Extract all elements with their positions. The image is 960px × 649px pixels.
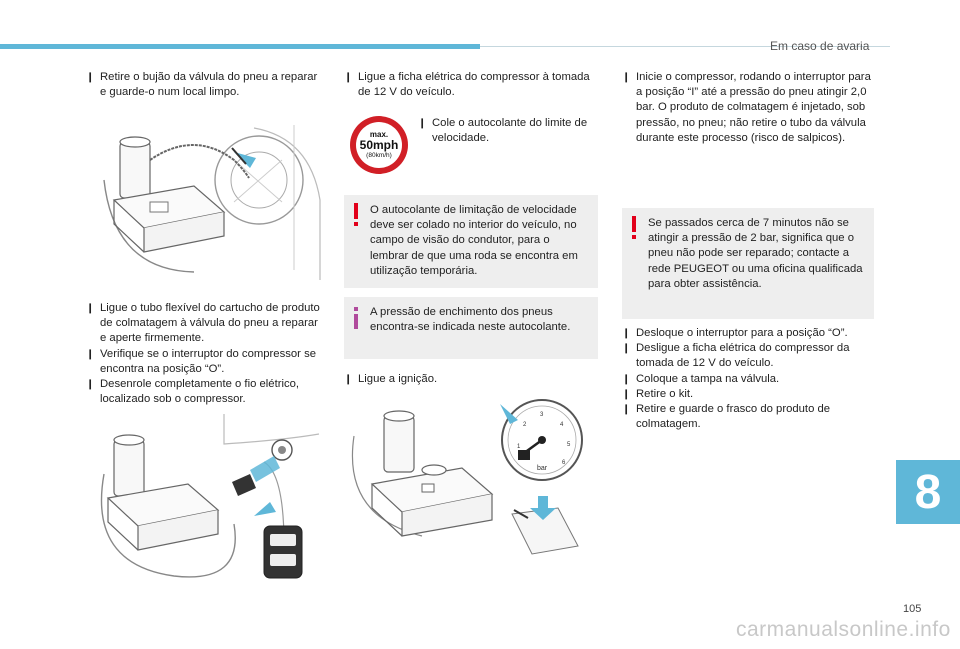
bullet-icon: ❙ bbox=[86, 303, 95, 314]
gauge-unit-label: bar bbox=[536, 465, 548, 472]
list-item: ❙ Desenrole completamente o fio elétrico, localizado sob o compressor. bbox=[86, 378, 300, 406]
gauge-tick-label: 2 bbox=[523, 422, 527, 428]
warning-box: Se passados cerca de 7 minutos não se atingir a pressão de 2 bar, significa que o pneu não pode ser reparado; contacte a rede PEUGEOT ou uma oficina qualificada para obter assistência. bbox=[622, 208, 874, 319]
gauge-tick-label: 5 bbox=[567, 442, 571, 448]
illustration-compressor-gauge bbox=[342, 396, 592, 562]
speed-limit-sticker bbox=[350, 116, 408, 174]
chapter-tab: 8 bbox=[896, 460, 960, 524]
info-box: A pressão de enchimento dos pneus encontra-se indicada neste autocolante. bbox=[344, 297, 598, 359]
bullet-icon: ❙ bbox=[344, 374, 353, 385]
col2-step2: ❙ Cole o autocolante do limite de velocidade. bbox=[418, 117, 588, 145]
col1-step1: ❙ Retire o bujão da válvula do pneu a reparar e guarde-o num local limpo. bbox=[86, 71, 318, 99]
info-icon bbox=[352, 307, 360, 329]
watermark: carmanualsonline.info bbox=[736, 618, 951, 641]
speed-limit-sticker-face: max. 50mph (80km/h) bbox=[356, 122, 402, 168]
bullet-icon: ❙ bbox=[622, 388, 631, 400]
page-number: 105 bbox=[903, 603, 922, 615]
col3-step1: ❙ Inicie o compressor, rodando o interruptor para a posição “I” até a pressão do pneu atingir 2,0 bar. O produto de colmatagem é injetado, sob pressão, no pneu; não retire o tubo da válvula durante este processo (risco de salpicos). bbox=[622, 71, 871, 144]
bullet-icon: ❙ bbox=[86, 379, 95, 391]
list-item: ❙ Desloque o interruptor para a posição “O”. bbox=[622, 326, 874, 341]
list-item: ❙ Verifique se o interruptor do compressor se encontra na posição “O”. bbox=[86, 347, 317, 375]
bullet-icon: ❙ bbox=[622, 373, 631, 385]
warning-icon bbox=[352, 203, 360, 227]
list-item: ❙ Retire e guarde o frasco do produto de colmatagem. bbox=[622, 403, 831, 431]
bullet-icon: ❙ bbox=[622, 328, 631, 339]
gauge-tick-label: 3 bbox=[540, 412, 544, 418]
list-item: ❙ Desligue a ficha elétrica do compressor da tomada de 12 V do veículo. bbox=[622, 342, 850, 370]
col2-step3: ❙ Ligue a ignição. bbox=[344, 372, 594, 387]
section-title: Em caso de avaria bbox=[770, 39, 870, 53]
warning-icon bbox=[630, 216, 638, 240]
col3-steps bbox=[622, 326, 874, 432]
gauge-tick-label: 4 bbox=[560, 422, 564, 428]
bullet-icon: ❙ bbox=[622, 72, 631, 83]
gauge-tick-label: 6 bbox=[562, 460, 566, 466]
col2-step1: ❙ Ligue a ficha elétrica do compressor à tomada de 12 V do veículo. bbox=[344, 71, 590, 99]
warning-box: O autocolante de limitação de velocidade deve ser colado no interior do veículo, no campo de visão do condutor, para o lembrar de que uma roda se encontra em utilização temporária. bbox=[344, 195, 598, 288]
list-item: ❙ Retire o kit. bbox=[622, 387, 874, 402]
bullet-icon: ❙ bbox=[86, 348, 95, 360]
list-item: ❙ Ligue o tubo flexível do cartucho de produto de colmatagem à válvula do pneu a reparar e aperte firmemente. bbox=[86, 302, 320, 345]
bullet-icon: ❙ bbox=[86, 72, 95, 83]
gauge-tick-label: 1 bbox=[517, 444, 521, 450]
header-accent-bar bbox=[0, 44, 480, 49]
list-item: ❙ Coloque a tampa na válvula. bbox=[622, 372, 874, 387]
bullet-icon: ❙ bbox=[622, 404, 631, 416]
bullet-icon: ❙ bbox=[344, 72, 353, 83]
col1-steps bbox=[86, 301, 326, 407]
illustration-hose-valve bbox=[84, 414, 324, 586]
illustration-tyre-compressor bbox=[84, 120, 324, 292]
bullet-icon: ❙ bbox=[418, 118, 427, 129]
bullet-icon: ❙ bbox=[622, 343, 631, 355]
